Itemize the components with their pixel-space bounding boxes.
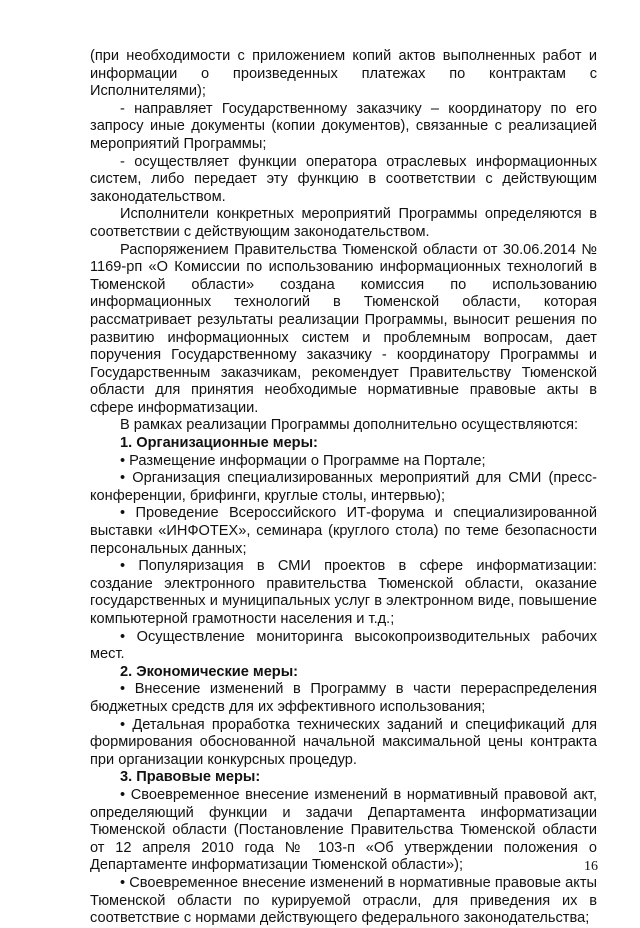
paragraph: - направляет Государственному заказчику – координатору по его запросу иные документы (копии документов), связанные с реализацией мероприятий Программы;: [90, 100, 597, 152]
paragraph: (при необходимости с приложением копий актов выполненных работ и информации о произведенных платежах по контрактам с Исполнителями);: [90, 48, 597, 100]
bullet-item: • Внесение изменений в Программу в части перераспределения бюджетных средств для их эффективного использования;: [90, 681, 597, 715]
bullet-item: • Популяризация в СМИ проектов в сфере информатизации: создание электронного правительства Тюменской области, оказание государственных и муниципальных услуг в электронном виде, повышение компьютерной грамотности населения и т.д.;: [90, 558, 597, 627]
page-number: 16: [584, 859, 598, 874]
bullet-item: • Проведение Всероссийского ИТ-форума и специализированной выставки «ИНФОТЕХ», семинара (круглого стола) по теме безопасности персональных данных;: [90, 505, 597, 557]
paragraph: Исполнители конкретных мероприятий Программы определяются в соответствии с действующим законодательством.: [90, 206, 597, 240]
section-heading: 1. Организационные меры:: [120, 435, 318, 452]
section-heading: 2. Экономические меры:: [120, 663, 299, 680]
bullet-item: • Своевременное внесение изменений в нормативные правовые акты Тюменской области по курируемой отрасли, для приведения их в соответствие с нормами действующего федерального законодательства;: [90, 874, 597, 927]
bullet-item: • Осуществление мониторинга высокопроизводительных рабочих мест.: [90, 628, 597, 663]
bullet-item: • Своевременное внесение изменений в нормативный правовой акт, определяющий функции и задачи Департамента информатизации Тюменской области (Постановление Правительства Тюменской области от 12 апреля 2010 года № 103-п «Об утверждении положения о Департаменте информатизации Тюменской области»);: [90, 786, 597, 874]
section-heading: 3. Правовые меры:: [120, 769, 261, 786]
paragraph: Распоряжением Правительства Тюменской области от 30.06.2014 № 1169-рп «О Комиссии по использованию информационных технологий в Тюменской области» создана комиссия по использованию информационных технологий в Тюменской области, которая рассматривает результаты реализации Программы, выносит решения по развитию информационных систем и проблемным вопросам, дает поручения Государственному заказчику - координатору Программы и Государственным заказчикам, рекомендует Правительству Тюменской области для принятия необходимые нормативные правовые акты в сфере информатизации.: [90, 241, 597, 416]
bullet-item: • Детальная проработка технических заданий и спецификаций для формирования обоснованной начальной максимальной цены контракта при организации конкурсных процедур.: [90, 716, 597, 768]
bullet-item: • Размещение информации о Программе на Портале;: [120, 452, 486, 469]
paragraph: В рамках реализации Программы дополнительно осуществляются:: [120, 417, 579, 434]
bullet-item: • Организация специализированных мероприятий для СМИ (пресс-конференции, брифинги, круглые столы, интервью);: [90, 470, 597, 504]
paragraph: - осуществляет функции оператора отраслевых информационных систем, либо передает эту функцию в соответствии с действующим законодательством.: [90, 153, 597, 205]
document-body: [90, 48, 597, 928]
